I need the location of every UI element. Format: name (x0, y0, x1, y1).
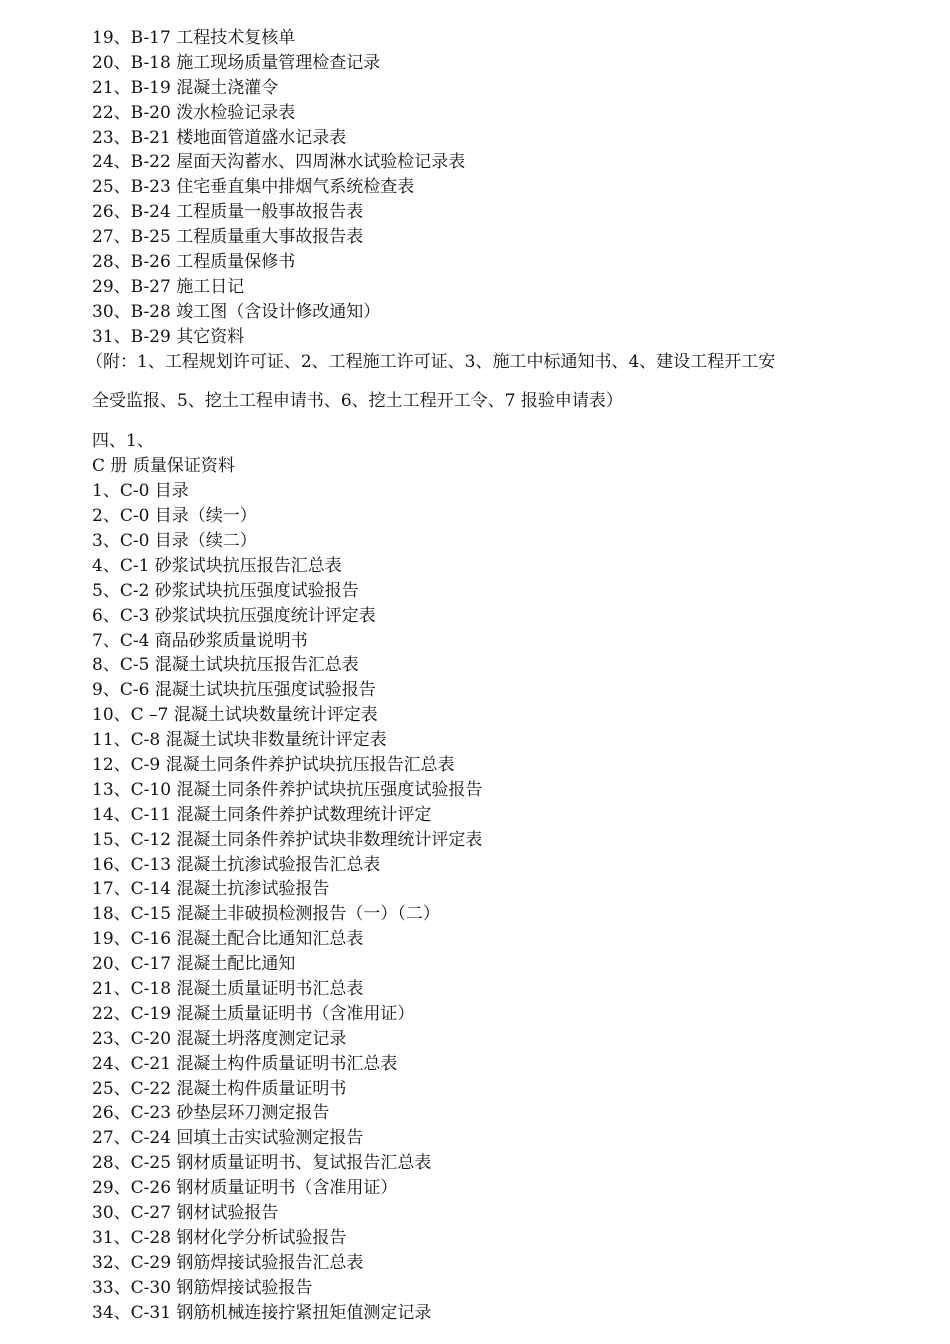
document-page (86, 26, 892, 1325)
list-item: 25、B-23 住宅垂直集中排烟气系统检查表 (92, 177, 415, 198)
appendix-note-line-1: （附：1、工程规划许可证、2、工程施工许可证、3、施工中标通知书、4、建设工程开工安 (86, 351, 776, 372)
list-item: 26、C-23 砂垫层环刀测定报告 (92, 1103, 330, 1124)
list-item: 33、C-30 钢筋焊接试验报告 (92, 1277, 313, 1298)
list-item: 29、B-27 施工日记 (92, 276, 245, 297)
list-item: 11、C-8 混凝土试块非数量统计评定表 (92, 730, 387, 751)
list-item: 18、C-15 混凝土非破损检测报告（一）（二） (92, 904, 440, 925)
section-heading: 四、1、 (92, 431, 154, 452)
list-item: 7、C-4 商品砂浆质量说明书 (92, 630, 308, 651)
list-item: 1、C-0 目录 (92, 481, 189, 502)
list-item: 28、C-25 钢材质量证明书、复试报告汇总表 (92, 1153, 432, 1174)
list-item: 5、C-2 砂浆试块抗压强度试验报告 (92, 580, 359, 601)
list-item: 10、C –7 混凝土试块数量统计评定表 (92, 705, 378, 726)
list-item: 22、C-19 混凝土质量证明书（含准用证） (92, 1003, 415, 1024)
list-item: 13、C-10 混凝土同条件养护试块抗压强度试验报告 (92, 779, 483, 800)
list-item: 19、B-17 工程技术复核单 (92, 28, 296, 48)
list-item: 3、C-0 目录（续二） (92, 530, 257, 551)
list-item: 30、B-28 竣工图（含设计修改通知） (92, 301, 381, 322)
volume-title: C 册 质量保证资料 (92, 456, 235, 477)
list-item: 14、C-11 混凝土同条件养护试数理统计评定 (92, 804, 432, 825)
list-item: 20、C-17 混凝土配比通知 (92, 954, 296, 975)
list-item: 31、C-28 钢材化学分析试验报告 (92, 1227, 347, 1248)
list-item: 27、B-25 工程质量重大事故报告表 (92, 227, 364, 248)
list-item: 6、C-3 砂浆试块抗压强度统计评定表 (92, 605, 376, 626)
list-item: 34、C-31 钢筋机械连接拧紧扭矩值测定记录 (92, 1302, 432, 1323)
list-item: 25、C-22 混凝土构件质量证明书 (92, 1078, 347, 1099)
list-item: 15、C-12 混凝土同条件养护试块非数理统计评定表 (92, 829, 483, 850)
list-item: 23、B-21 楼地面管道盛水记录表 (92, 127, 347, 148)
list-item: 21、B-19 混凝土浇灌令 (92, 77, 279, 98)
list-item: 32、C-29 钢筋焊接试验报告汇总表 (92, 1252, 364, 1273)
list-item: 2、C-0 目录（续一） (92, 506, 257, 527)
list-item: 27、C-24 回填土击实试验测定报告 (92, 1128, 364, 1149)
list-item: 8、C-5 混凝土试块抗压报告汇总表 (92, 655, 359, 676)
list-item: 20、B-18 施工现场质量管理检查记录 (92, 52, 381, 73)
list-item: 17、C-14 混凝土抗渗试验报告 (92, 879, 330, 900)
list-item: 29、C-26 钢材质量证明书（含准用证） (92, 1178, 398, 1199)
list-item: 9、C-6 混凝土试块抗压强度试验报告 (92, 680, 376, 701)
list-item: 31、B-29 其它资料 (92, 326, 245, 347)
list-item: 16、C-13 混凝土抗渗试验报告汇总表 (92, 854, 381, 875)
list-item: 12、C-9 混凝土同条件养护试块抗压报告汇总表 (92, 754, 455, 775)
list-item: 24、B-22 屋面天沟蓄水、四周淋水试验检记录表 (92, 152, 466, 173)
list-item: 22、B-20 泼水检验记录表 (92, 102, 296, 123)
appendix-note-line-2: 全受监报、5、挖土工程申请书、6、挖土工程开工令、7 报验申请表） (92, 391, 623, 412)
section-c-list (92, 479, 892, 1325)
list-item: 30、C-27 钢材试验报告 (92, 1202, 279, 1223)
list-item: 19、C-16 混凝土配合比通知汇总表 (92, 929, 364, 950)
section-b-list (92, 26, 892, 350)
list-item: 21、C-18 混凝土质量证明书汇总表 (92, 978, 364, 999)
list-item: 23、C-20 混凝土坍落度测定记录 (92, 1028, 347, 1049)
list-item: 4、C-1 砂浆试块抗压报告汇总表 (92, 555, 342, 576)
list-item: 26、B-24 工程质量一般事故报告表 (92, 202, 364, 223)
list-item: 28、B-26 工程质量保修书 (92, 252, 296, 273)
list-item: 24、C-21 混凝土构件质量证明书汇总表 (92, 1053, 398, 1074)
